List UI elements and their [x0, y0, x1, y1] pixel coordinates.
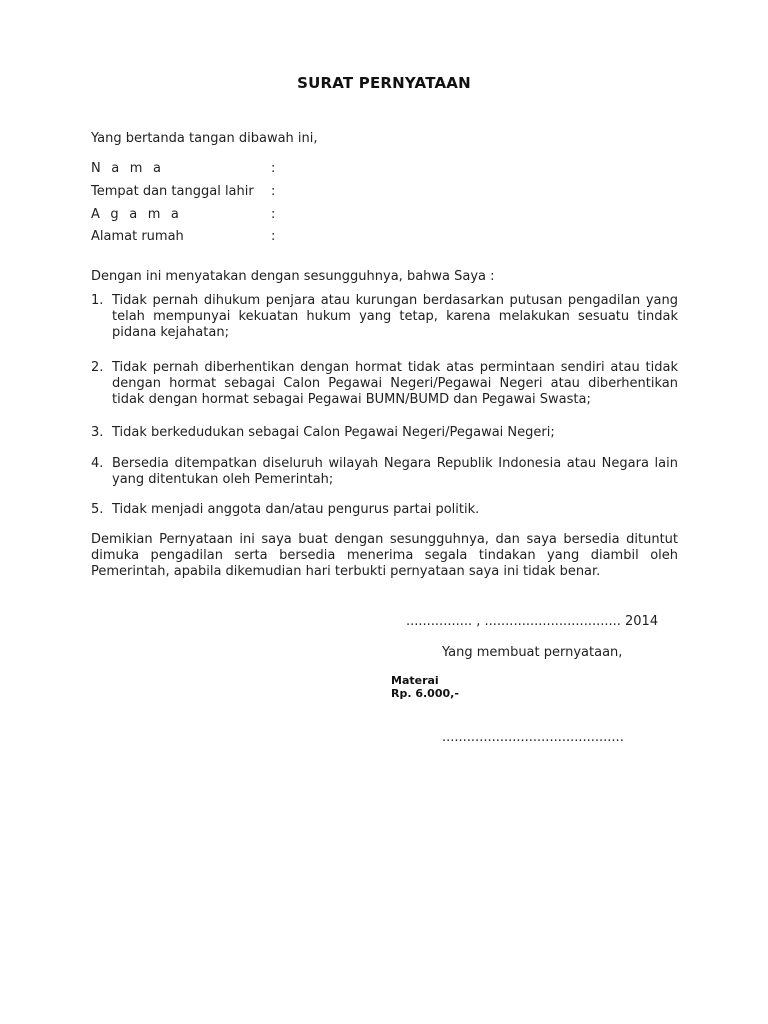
statement-text: Dengan ini menyatakan dengan sesungguhnya, bahwa Saya :	[91, 269, 495, 284]
list-item-text: Tidak pernah dihukum penjara atau kurungan berdasarkan putusan pengadilan yang telah mempunyai kekuatan hukum yang tetap, karena melakukan sesuatu tindak pidana kejahatan;	[112, 293, 678, 340]
list-item	[91, 425, 678, 441]
list-item	[91, 502, 678, 518]
closing-paragraph: Demikian Pernyataan ini saya buat dengan sesungguhnya, dan saya bersedia dituntut dimuka pengadilan serta bersedia menerima segala tindakan yang diambil oleh Pemerintah, apabila dikemudian hari terbukti pernyataan saya ini tidak benar.	[91, 532, 678, 579]
materai-value: Rp. 6.000,-	[391, 687, 459, 700]
field-label-tempat-tanggal-lahir: Tempat dan tanggal lahir	[91, 184, 254, 199]
list-item-text: Tidak berkedudukan sebagai Calon Pegawai Negeri/Pegawai Negeri;	[112, 425, 555, 440]
field-label-alamat-rumah: Alamat rumah	[91, 229, 184, 244]
list-item-text: Tidak pernah diberhentikan dengan hormat tidak atas permintaan sendiri atau tidak dengan hormat sebagai Calon Pegawai Negeri/Pegawai Negeri atau diberhentikan tidak dengan hormat sebagai Pegawai BUMN/BUMD dan Pegawai Swasta;	[112, 360, 678, 407]
materai-stamp-label	[391, 674, 459, 700]
list-item-number: 4.	[91, 456, 104, 471]
list-item-text: Tidak menjadi anggota dan/atau pengurus partai politik.	[112, 502, 480, 517]
field-colon-tempat-tanggal-lahir: :	[271, 184, 276, 199]
signer-label: Yang membuat pernyataan,	[442, 645, 623, 660]
date-line: ................ , ................................. 2014	[406, 614, 659, 629]
field-label-nama: N a m a	[91, 161, 165, 176]
field-colon-agama: :	[271, 207, 276, 222]
materai-label: Materai	[391, 674, 439, 687]
field-colon-alamat-rumah: :	[271, 229, 276, 244]
list-item-number: 2.	[91, 360, 104, 375]
intro-text: Yang bertanda tangan dibawah ini,	[91, 131, 318, 146]
field-colon-nama: :	[271, 161, 276, 176]
signature-line: ............................................	[442, 730, 624, 745]
list-item	[91, 293, 678, 341]
list-item	[91, 360, 678, 408]
document-title: SURAT PERNYATAAN	[297, 74, 471, 92]
list-item-text: Bersedia ditempatkan diseluruh wilayah Negara Republik Indonesia atau Negara lain yang ditentukan oleh Pemerintah;	[112, 456, 678, 487]
field-label-agama: A g a m a	[91, 207, 183, 222]
list-item-number: 1.	[91, 293, 104, 308]
list-item-number: 5.	[91, 502, 104, 517]
list-item-number: 3.	[91, 425, 104, 440]
list-item	[91, 456, 678, 488]
